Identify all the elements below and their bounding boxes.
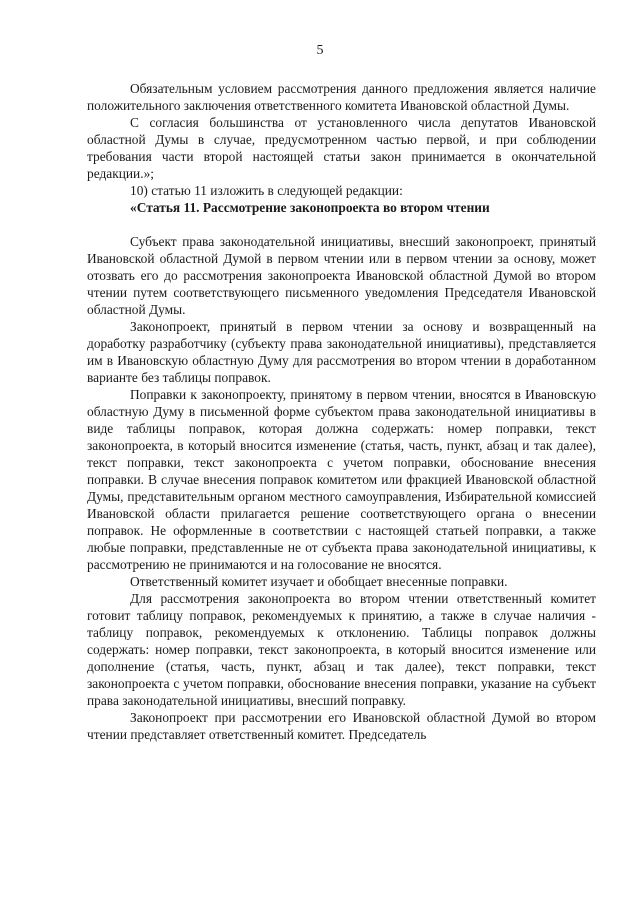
paragraph-article-11-amendment: 10) статью 11 изложить в следующей редакции: [130,183,403,198]
page-number: 5 [316,43,324,58]
paragraph-approval-condition: Обязательным условием рассмотрения данного предложения является наличие положительного заключения ответственного комитета Ивановской областной Думы. [87,81,596,113]
paragraph-amendments-submission: Поправки к законопроекту, принятому в первом чтении, вносятся в Ивановскую областную Думу в письменной форме субъектом права законодательной инициативы в виде таблицы поправок, которая должна содержать: номер поправки, текст законопроекта, в который вносится изменение (статья, часть, пункт, абзац и так далее), текст поправки, текст законопроекта с учетом поправки, обоснование внесения поправки. В случае внесения поправок комитетом или фракцией Ивановской областной Думы, представительным органом местного самоуправления, Избирательной комиссией Ивановской области прилагается решение соответствующего органа о внесении поправок. Не оформленные в соответствии с настоящей статьей поправки, а также любые поправки, представленные не от субъекта права законодательной инициативы, к рассмотрению не принимаются и на голосование не вносятся. [87,387,596,572]
paragraph-returned-bill: Законопроект, принятый в первом чтении за основу и возвращенный на доработку разработчику (субъекту права законодательной инициативы), представляется им в Ивановскую областную Думу для рассмотрения во втором чтении в доработанном варианте без таблицы поправок. [87,319,596,385]
paragraph-final-reading: С согласия большинства от установленного числа депутатов Ивановской областной Думы в случае, предусмотренном частью первой, и при соблюдении требования части второй настоящей статьи закон принимается в окончательной редакции.»; [87,115,596,181]
article-11-heading: «Статья 11. Рассмотрение законопроекта во втором чтении [130,200,490,215]
document-body [87,80,596,743]
paragraph-withdrawal: Субъект права законодательной инициативы, внесший законопроект, принятый Ивановской областной Думой в первом чтении или в первом чтении за основу, может отозвать его до рассмотрения законопроекта Ивановской областной Думой во втором чтении путем соответствующего письменного уведомления Председателя Ивановской областной Думы. [87,234,596,317]
paragraph-committee-review: Ответственный комитет изучает и обобщает внесенные поправки. [130,574,508,589]
paragraph-amendment-tables: Для рассмотрения законопроекта во втором чтении ответственный комитет готовит таблицу поправок, рекомендуемых к принятию, а также в случае наличия - таблицу поправок, рекомендуемых к отклонению. Таблицы поправок должны содержать: номер поправки, текст законопроекта, в который вносится изменение или дополнение (статья, часть, пункт, абзац и так далее), текст поправки, текст законопроекта с учетом поправки, обоснование внесения поправки, указание на субъект права законодательной инициативы, внесший поправку. [87,591,596,708]
blank-line [87,216,596,233]
paragraph-second-reading-presentation: Законопроект при рассмотрении его Ивановской областной Думой во втором чтении представляет ответственный комитет. Председатель [87,710,596,742]
